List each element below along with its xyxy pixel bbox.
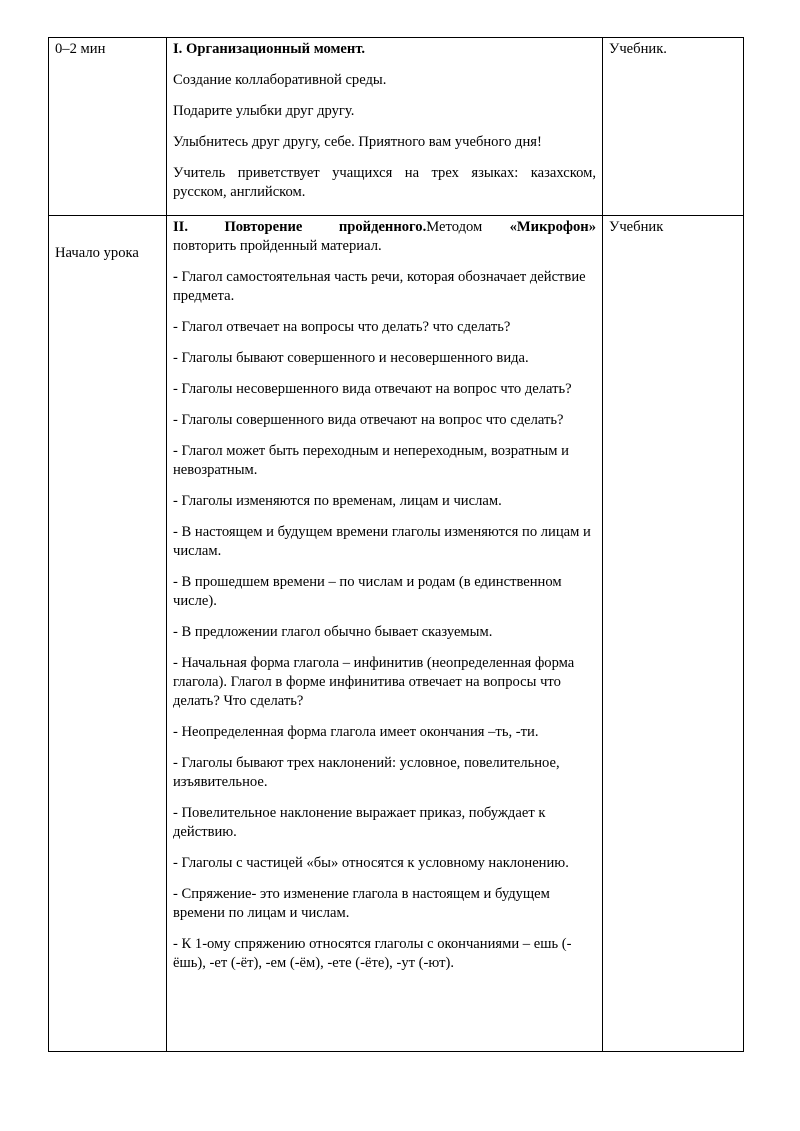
paragraph: Создание коллаборативной среды. — [173, 72, 387, 88]
resource-label: Учебник. — [609, 41, 667, 57]
list-item: - Глаголы бывают трех наклонений: условное, повелительное, изъявительное. — [173, 755, 560, 790]
stage-cell — [49, 216, 167, 1052]
content-cell — [167, 216, 603, 1052]
list-item: - Повелительное наклонение выражает приказ, побуждает к действию. — [173, 805, 546, 840]
section-heading: I. Организационный момент. — [173, 41, 366, 57]
list-item: - Глаголы совершенного вида отвечают на вопрос что сделать? — [173, 412, 564, 428]
list-dash: - — [173, 269, 178, 285]
paragraph: Подарите улыбки друг другу. — [173, 103, 355, 119]
heading-line — [173, 218, 596, 237]
section-heading — [173, 218, 596, 256]
lesson-plan-table — [48, 37, 744, 1052]
list-item: - Глагол отвечает на вопросы что делать? что сделать? — [173, 319, 511, 335]
heading-rest: повторить пройденный материал. — [173, 238, 382, 254]
stage-label: Начало урока — [55, 245, 139, 261]
table-row — [49, 38, 744, 216]
list-item: - Глаголы бывают совершенного и несовершенного вида. — [173, 350, 529, 366]
list-item: - Глаголы изменяются по временам, лицам и числам. — [173, 493, 502, 509]
list-item: - К 1-ому спряжению относятся глаголы с окончаниями – ешь (-ёшь), -ет (-ёт), -ем (-ём), -ете (-ёте), -ут (-ют). — [173, 936, 572, 971]
resource-cell — [603, 38, 744, 216]
resource-label: Учебник — [609, 219, 664, 235]
list-item — [173, 268, 596, 306]
paragraph: Учитель приветствует учащихся на трех языках: казахском, русском, английском. — [173, 165, 596, 200]
list-item: - Неопределенная форма глагола имеет окончания –ть, -ти. — [173, 724, 539, 740]
resource-cell — [603, 216, 744, 1052]
heading-bold: II. Повторение пройденного. — [173, 219, 427, 235]
list-item: - В настоящем и будущем времени глаголы изменяются по лицам и числам. — [173, 524, 591, 559]
heading-method-name: «Микрофон» — [509, 219, 596, 235]
list-item: - Начальная форма глагола – инфинитив (неопределенная форма глагола). Глагол в форме инфинитива отвечает на вопросы что делать? Что сделать? — [173, 655, 575, 709]
heading-method: Методом — [426, 219, 510, 235]
list-item: - Глаголы несовершенного вида отвечают на вопрос что делать? — [173, 381, 572, 397]
paragraph: Улыбнитесь друг другу, себе. Приятного вам учебного дня! — [173, 134, 542, 150]
list-item: - В прошедшем времени – по числам и родам (в единственном числе). — [173, 574, 562, 609]
table-row — [49, 216, 744, 1052]
list-item-text: Глагол самостоятельная часть речи, которая обозначает действие предмета. — [173, 269, 586, 304]
list-item: - Глаголы с частицей «бы» относятся к условному наклонению. — [173, 855, 569, 871]
list-item: - В предложении глагол обычно бывает сказуемым. — [173, 624, 493, 640]
time-cell — [49, 38, 167, 216]
time-label: 0–2 мин — [55, 41, 106, 57]
list-item: - Глагол может быть переходным и непереходным, возратным и невозратным. — [173, 443, 569, 478]
list-item: - Спряжение- это изменение глагола в настоящем и будущем времени по лицам и числам. — [173, 886, 550, 921]
content-cell — [167, 38, 603, 216]
